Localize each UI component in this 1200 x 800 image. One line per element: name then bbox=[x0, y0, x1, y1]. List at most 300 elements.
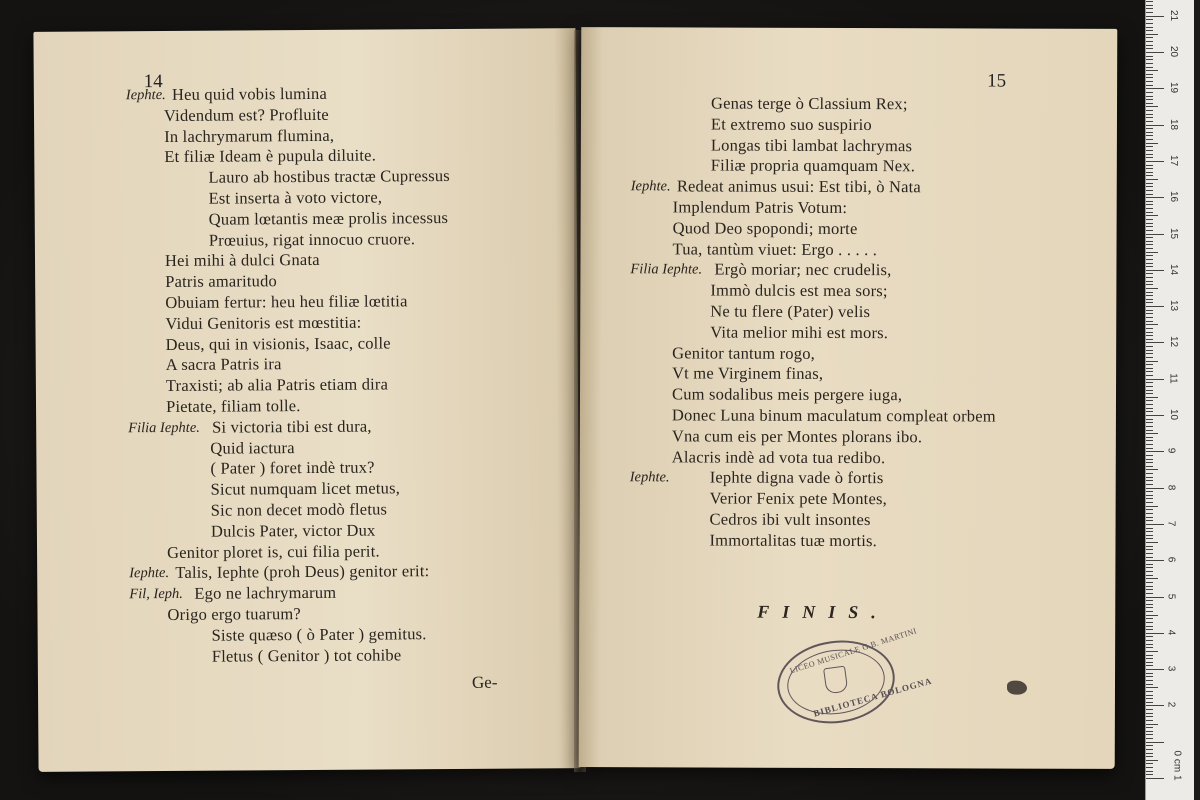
ruler-tick bbox=[1146, 397, 1158, 398]
ruler-tick bbox=[1146, 404, 1153, 405]
ruler-tick bbox=[1146, 277, 1153, 278]
ruler-tick bbox=[1146, 375, 1153, 376]
ruler-tick bbox=[1146, 346, 1153, 347]
ruler-tick bbox=[1146, 234, 1164, 235]
ruler-number: 18 bbox=[1168, 118, 1180, 130]
ruler-tick bbox=[1146, 455, 1153, 456]
verse-line: Longas tibi lambat lachrymas bbox=[710, 135, 913, 155]
ruler-tick bbox=[1146, 611, 1153, 612]
ruler-tick bbox=[1146, 622, 1153, 623]
ruler-tick bbox=[1146, 350, 1153, 351]
ruler-tick bbox=[1146, 633, 1164, 634]
ruler-tick bbox=[1146, 564, 1153, 565]
verse-line: Immortalitas tuæ mortis. bbox=[709, 530, 878, 550]
verse-line: Genitor ploret is, cui filia perit. bbox=[166, 541, 380, 562]
ruler-tick bbox=[1146, 310, 1153, 311]
ruler-tick bbox=[1146, 168, 1153, 169]
verse-line: Origo ergo tuarum? bbox=[167, 604, 301, 624]
ruler-tick bbox=[1146, 74, 1153, 75]
ruler-tick bbox=[1146, 204, 1153, 205]
verse-line: Videndum est? Profluite bbox=[163, 104, 329, 125]
ruler-tick bbox=[1146, 390, 1153, 391]
ruler-tick bbox=[1146, 114, 1153, 115]
ruler-tick bbox=[1146, 92, 1153, 93]
verse-line: Tua, tantùm viuet: Ergo . . . . . bbox=[672, 238, 878, 259]
ruler-tick bbox=[1146, 705, 1164, 706]
ruler-tick bbox=[1146, 586, 1153, 587]
ruler-tick bbox=[1146, 161, 1164, 162]
ruler-tick bbox=[1146, 546, 1153, 547]
ruler-tick bbox=[1146, 720, 1153, 721]
ruler-tick bbox=[1146, 528, 1153, 529]
ruler-tick bbox=[1146, 691, 1153, 692]
ruler-tick bbox=[1146, 629, 1153, 630]
ruler-tick bbox=[1146, 16, 1164, 17]
ruler-tick bbox=[1146, 651, 1158, 652]
ruler-tick bbox=[1146, 600, 1153, 601]
ruler-tick bbox=[1146, 767, 1153, 768]
ruler-tick bbox=[1146, 535, 1153, 536]
ruler-tick bbox=[1146, 121, 1153, 122]
ruler-tick bbox=[1146, 477, 1153, 478]
ruler-tick bbox=[1146, 125, 1164, 126]
page-number-right: 15 bbox=[987, 70, 1007, 92]
verse-line: Est inserta à voto victore, bbox=[208, 187, 383, 208]
ruler-tick bbox=[1146, 763, 1153, 764]
speaker-label: Iephte. bbox=[125, 86, 166, 104]
ruler-tick bbox=[1146, 430, 1153, 431]
ruler-tick bbox=[1146, 313, 1153, 314]
ruler-tick bbox=[1146, 426, 1153, 427]
ruler-tick bbox=[1146, 469, 1158, 470]
verse-line: Sic non decet modò fletus bbox=[210, 499, 388, 520]
ruler-tick bbox=[1146, 295, 1153, 296]
ruler-tick bbox=[1146, 230, 1153, 231]
ruler-tick bbox=[1146, 727, 1153, 728]
verse-line: Verior Fenix pete Montes, bbox=[709, 488, 887, 509]
ruler-tick bbox=[1146, 132, 1153, 133]
ruler-tick bbox=[1146, 745, 1153, 746]
ruler-tick bbox=[1146, 687, 1158, 688]
ruler-tick bbox=[1146, 342, 1164, 343]
ruler-tick bbox=[1146, 302, 1153, 303]
ruler-tick bbox=[1146, 165, 1153, 166]
ruler-tick bbox=[1146, 201, 1153, 202]
ruler-tick bbox=[1146, 724, 1158, 725]
ruler-tick bbox=[1146, 19, 1153, 20]
ruler-number: 20 bbox=[1168, 45, 1180, 58]
catchword: Ge- bbox=[471, 672, 498, 692]
verse-line: A sacra Patris ira bbox=[165, 354, 282, 375]
ruler-tick bbox=[1146, 154, 1153, 155]
library-stamp bbox=[772, 626, 934, 730]
verse-line: Genitor tantum rogo, bbox=[672, 342, 816, 363]
ruler-tick bbox=[1146, 306, 1164, 307]
ruler-tick bbox=[1146, 135, 1153, 136]
ruler-tick bbox=[1146, 742, 1164, 743]
verse-line: Immò dulcis est mea sors; bbox=[710, 280, 888, 301]
ruler-tick bbox=[1146, 640, 1153, 641]
ruler-tick bbox=[1146, 604, 1153, 605]
ruler-number: 2 bbox=[1165, 702, 1177, 708]
ruler-tick bbox=[1146, 560, 1164, 561]
ruler-tick bbox=[1146, 440, 1153, 441]
ruler-tick bbox=[1146, 270, 1164, 271]
ruler-tick bbox=[1146, 498, 1153, 499]
ruler-tick bbox=[1146, 393, 1153, 394]
ruler-tick bbox=[1146, 128, 1153, 129]
verse-line: Traxisti; ab alia Patris etiam dira bbox=[165, 374, 389, 396]
verse-line: Ergò moriar; nec crudelis, bbox=[714, 259, 892, 280]
ruler-tick bbox=[1146, 655, 1153, 656]
ruler-tick bbox=[1146, 259, 1153, 260]
ruler-number: 14 bbox=[1168, 263, 1180, 275]
ruler-tick bbox=[1146, 172, 1153, 173]
ruler-tick bbox=[1146, 1, 1153, 2]
ruler-tick bbox=[1146, 332, 1153, 333]
ruler-tick bbox=[1146, 379, 1164, 380]
ruler-tick bbox=[1146, 749, 1153, 750]
ruler-tick bbox=[1146, 339, 1153, 340]
ruler-tick bbox=[1146, 462, 1153, 463]
ruler-tick bbox=[1146, 459, 1153, 460]
ruler-tick bbox=[1146, 575, 1153, 576]
ruler-tick bbox=[1146, 557, 1153, 558]
ruler-tick bbox=[1146, 266, 1153, 267]
ruler-tick bbox=[1146, 538, 1153, 539]
ruler-tick bbox=[1146, 34, 1158, 35]
verse-line: Implendum Patris Votum: bbox=[672, 197, 848, 217]
ruler-tick bbox=[1146, 517, 1153, 518]
ruler-tick bbox=[1146, 371, 1153, 372]
ruler-number: 8 bbox=[1165, 484, 1177, 490]
verse-line: Prœuius, rigat innocuo cruore. bbox=[208, 228, 416, 250]
ruler-tick bbox=[1146, 488, 1164, 489]
ruler-tick bbox=[1146, 361, 1158, 362]
verse-line: Pietate, filiam tolle. bbox=[165, 396, 301, 416]
ruler-tick bbox=[1146, 241, 1153, 242]
ruler-tick bbox=[1146, 299, 1153, 300]
verse-line: Si victoria tibi est dura, bbox=[212, 416, 372, 437]
ruler-tick bbox=[1146, 760, 1158, 761]
ruler-tick bbox=[1146, 223, 1153, 224]
ruler-tick bbox=[1146, 709, 1153, 710]
ruler-tick bbox=[1146, 27, 1153, 28]
ruler-tick bbox=[1146, 215, 1158, 216]
verse-line: Cedros ibi vult insontes bbox=[709, 509, 871, 530]
ruler-tick bbox=[1146, 756, 1153, 757]
verse-line: Et filiæ Ideam è pupula diluite. bbox=[164, 145, 377, 167]
ruler-tick bbox=[1146, 607, 1153, 608]
ruler-tick bbox=[1146, 77, 1153, 78]
ruler-tick bbox=[1146, 99, 1153, 100]
ruler-tick bbox=[1146, 146, 1153, 147]
ruler-tick bbox=[1146, 549, 1153, 550]
ruler-tick bbox=[1146, 411, 1153, 412]
ruler-tick bbox=[1146, 175, 1153, 176]
verse-line: Sicut numquam licet metus, bbox=[210, 478, 401, 499]
ruler-tick bbox=[1146, 45, 1153, 46]
verse-line: Cum sodalibus meis pergere iuga, bbox=[671, 384, 903, 405]
ruler-tick bbox=[1146, 288, 1158, 289]
ruler-tick bbox=[1146, 237, 1153, 238]
ruler-tick bbox=[1146, 571, 1153, 572]
ruler-tick bbox=[1146, 183, 1153, 184]
ruler-tick bbox=[1146, 702, 1153, 703]
ruler-tick bbox=[1146, 698, 1153, 699]
verse-line: Ne tu flere (Pater) velis bbox=[710, 301, 871, 322]
ruler-tick bbox=[1146, 524, 1164, 525]
ruler-tick bbox=[1146, 88, 1164, 89]
ruler-tick bbox=[1146, 491, 1153, 492]
ruler-tick bbox=[1146, 190, 1153, 191]
verse-line: Vna cum eis per Montes plorans ibo. bbox=[671, 426, 923, 447]
ruler-tick bbox=[1146, 662, 1153, 663]
ruler-tick bbox=[1146, 665, 1153, 666]
ruler-tick bbox=[1146, 139, 1153, 140]
ruler-tick bbox=[1146, 143, 1158, 144]
ruler-tick bbox=[1146, 292, 1153, 293]
ruler-tick bbox=[1146, 117, 1153, 118]
ruler-tick bbox=[1146, 716, 1153, 717]
ruler-tick bbox=[1146, 626, 1153, 627]
ruler-tick bbox=[1146, 96, 1153, 97]
measurement-ruler bbox=[1145, 0, 1194, 800]
ruler-tick bbox=[1146, 85, 1153, 86]
ruler-tick bbox=[1146, 473, 1153, 474]
verse-line: Donec Luna binum maculatum compleat orbem bbox=[671, 405, 996, 426]
verse-line: Genas terge ò Classium Rex; bbox=[710, 93, 908, 114]
ruler-tick bbox=[1146, 778, 1164, 779]
speaker-label: Fil, Ieph. bbox=[129, 586, 183, 603]
ruler-tick bbox=[1146, 680, 1153, 681]
verse-line: In lachrymarum flumina, bbox=[164, 125, 335, 146]
left-page bbox=[33, 28, 580, 772]
verse-line: ( Pater ) foret indè trux? bbox=[210, 457, 375, 479]
ruler-tick bbox=[1146, 618, 1153, 619]
ruler-tick bbox=[1146, 273, 1153, 274]
ruler-tick bbox=[1146, 5, 1153, 6]
verse-line: Vita melior mihi est mors. bbox=[710, 322, 889, 342]
ruler-tick bbox=[1146, 324, 1158, 325]
verse-line: Fletus ( Genitor ) tot cohibe bbox=[211, 644, 402, 666]
ruler-tick bbox=[1146, 542, 1158, 543]
verse-line: Alacris indè ad vota tua redibo. bbox=[671, 446, 886, 467]
ruler-tick bbox=[1146, 513, 1153, 514]
ruler-number: 12 bbox=[1168, 336, 1180, 348]
verse-line: Iephte digna vade ò fortis bbox=[709, 467, 884, 488]
ruler-number: 6 bbox=[1165, 556, 1177, 563]
ruler-tick bbox=[1146, 658, 1153, 659]
ruler-number: 5 bbox=[1165, 593, 1177, 599]
ruler-tick bbox=[1146, 157, 1153, 158]
ruler-tick bbox=[1146, 37, 1153, 38]
ruler-tick bbox=[1146, 56, 1153, 57]
speaker-label: Filia Iephte. bbox=[630, 261, 703, 278]
page-number-left: 14 bbox=[143, 70, 163, 93]
ruler-tick bbox=[1146, 647, 1153, 648]
ruler-number: 7 bbox=[1165, 520, 1177, 527]
ruler-tick bbox=[1146, 582, 1153, 583]
ruler-tick bbox=[1146, 593, 1153, 594]
verse-line: Filiæ propria quamquam Nex. bbox=[710, 155, 916, 176]
verse-line: Ego ne lachrymarum bbox=[194, 582, 337, 603]
ruler-tick bbox=[1146, 353, 1153, 354]
ruler-tick bbox=[1146, 615, 1158, 616]
right-page bbox=[579, 27, 1118, 769]
speaker-label: Iephte. bbox=[630, 178, 671, 195]
verse-line: Quid iactura bbox=[210, 437, 295, 458]
ruler-tick bbox=[1146, 400, 1153, 401]
ruler-tick bbox=[1146, 484, 1153, 485]
ruler-tick bbox=[1146, 30, 1153, 31]
verse-line: Talis, Iephte (proh Deus) genitor erit: bbox=[175, 561, 430, 583]
ruler-tick bbox=[1146, 328, 1153, 329]
ruler-number: 16 bbox=[1168, 191, 1180, 203]
ruler-tick bbox=[1146, 252, 1158, 253]
ruler-tick bbox=[1146, 357, 1153, 358]
ruler-tick bbox=[1146, 695, 1153, 696]
ruler-tick bbox=[1146, 255, 1153, 256]
ruler-tick bbox=[1146, 284, 1153, 285]
ruler-tick bbox=[1146, 248, 1153, 249]
ruler-tick bbox=[1146, 553, 1153, 554]
ruler-tick bbox=[1146, 738, 1153, 739]
ruler-tick bbox=[1146, 70, 1158, 71]
verse-line: Deus, qui in visionis, Isaac, colle bbox=[165, 333, 391, 354]
ruler-tick bbox=[1146, 52, 1164, 53]
finis-label: FINIS. bbox=[757, 601, 889, 623]
ruler-tick bbox=[1146, 321, 1153, 322]
verse-line: Siste quæso ( ò Pater ) gemitus. bbox=[211, 623, 427, 645]
ruler-tick bbox=[1146, 509, 1153, 510]
verse-line: Redeat animus usui: Est tibi, ò Nata bbox=[676, 176, 921, 197]
ruler-tick bbox=[1146, 480, 1153, 481]
stamp-top-text: LICEO MUSICALE G.B. MARTINI bbox=[788, 626, 918, 676]
verse-line: Quam lœtantis meæ prolis incessus bbox=[208, 207, 449, 229]
ruler-tick bbox=[1146, 386, 1153, 387]
ruler-tick bbox=[1146, 103, 1153, 104]
ruler-tick bbox=[1146, 451, 1164, 452]
ruler-number: 19 bbox=[1168, 82, 1180, 94]
ruler-number: 21 bbox=[1168, 9, 1180, 21]
ruler-tick bbox=[1146, 219, 1153, 220]
ruler-tick bbox=[1146, 59, 1153, 60]
ruler-tick bbox=[1146, 12, 1153, 13]
ruler-tick bbox=[1146, 63, 1153, 64]
ruler-tick bbox=[1146, 48, 1153, 49]
ruler-tick bbox=[1146, 244, 1153, 245]
ruler-number: 11 bbox=[1167, 372, 1179, 384]
ruler-tick bbox=[1146, 771, 1153, 772]
ruler-tick bbox=[1146, 212, 1153, 213]
ruler-tick bbox=[1146, 67, 1153, 68]
ruler-tick bbox=[1146, 578, 1158, 579]
ruler-tick bbox=[1146, 734, 1153, 735]
ruler-tick bbox=[1146, 23, 1153, 24]
ink-blot bbox=[1007, 681, 1027, 695]
speaker-label: Iephte. bbox=[129, 565, 170, 582]
stamp-bottom-text: BIBLIOTECA BOLOGNA bbox=[812, 675, 934, 719]
ruler-tick bbox=[1146, 368, 1153, 369]
ruler-tick bbox=[1146, 589, 1153, 590]
ruler-number: 13 bbox=[1168, 300, 1180, 312]
ruler-tick bbox=[1146, 520, 1153, 521]
ruler-tick bbox=[1146, 731, 1153, 732]
verse-line: Quod Deo spopondi; morte bbox=[672, 218, 858, 238]
ruler-tick bbox=[1146, 684, 1153, 685]
ruler-number: 17 bbox=[1168, 154, 1180, 166]
ruler-tick bbox=[1146, 281, 1153, 282]
verse-line: Hei mihi à dulci Gnata bbox=[164, 250, 320, 271]
ruler-tick bbox=[1146, 673, 1153, 674]
ruler-number: 10 bbox=[1168, 408, 1180, 421]
verse-line: Patris amaritudo bbox=[165, 271, 278, 292]
ruler-tick bbox=[1146, 408, 1153, 409]
ruler-tick bbox=[1146, 194, 1153, 195]
ruler-tick bbox=[1146, 110, 1153, 111]
verse-line: Vidui Genitoris est mœstitia: bbox=[165, 312, 362, 333]
speaker-label: Iephte. bbox=[629, 469, 670, 486]
ruler-tick bbox=[1146, 208, 1153, 209]
ruler-tick bbox=[1146, 226, 1153, 227]
ruler-tick bbox=[1146, 676, 1153, 677]
ruler-tick bbox=[1146, 444, 1153, 445]
ruler-tick bbox=[1146, 106, 1158, 107]
ruler-tick bbox=[1146, 81, 1153, 82]
ruler-tick bbox=[1146, 422, 1153, 423]
ruler-tick bbox=[1146, 567, 1153, 568]
verse-line: Vt me Virginem finas, bbox=[672, 363, 824, 384]
ruler-tick bbox=[1146, 636, 1153, 637]
ruler-tick bbox=[1146, 774, 1153, 775]
ruler-number: 9 bbox=[1165, 448, 1177, 454]
ruler-tick bbox=[1146, 197, 1164, 198]
ruler-number: 3 bbox=[1165, 665, 1177, 672]
verse-line: Heu quid vobis lumina bbox=[171, 83, 328, 104]
ruler-tick bbox=[1146, 448, 1153, 449]
ruler-tick bbox=[1146, 495, 1153, 496]
ruler-tick bbox=[1146, 41, 1153, 42]
ruler-number: 15 bbox=[1168, 227, 1180, 239]
verse-line: Lauro ab hostibus tractæ Cupressus bbox=[208, 166, 450, 187]
ruler-tick bbox=[1146, 263, 1153, 264]
ruler-tick bbox=[1146, 597, 1164, 598]
ruler-tick bbox=[1146, 531, 1153, 532]
ruler-tick bbox=[1146, 382, 1153, 383]
ruler-tick bbox=[1146, 335, 1153, 336]
ruler-tick bbox=[1146, 150, 1153, 151]
ruler-tick bbox=[1146, 186, 1153, 187]
speaker-label: Filia Iephte. bbox=[128, 419, 200, 437]
ruler-tick bbox=[1146, 419, 1153, 420]
ruler-unit-label: 0 cm 1 bbox=[1171, 750, 1183, 781]
ruler-tick bbox=[1146, 506, 1158, 507]
ruler-tick bbox=[1146, 317, 1153, 318]
ruler-tick bbox=[1146, 502, 1153, 503]
ruler-tick bbox=[1146, 753, 1153, 754]
verse-line: Dulcis Pater, victor Dux bbox=[210, 520, 376, 541]
ruler-tick bbox=[1146, 437, 1153, 438]
ruler-tick bbox=[1146, 466, 1153, 467]
ruler-tick bbox=[1146, 364, 1153, 365]
ruler-number: 4 bbox=[1165, 629, 1177, 636]
verse-line: Obuiam fertur: heu heu filiæ lœtitia bbox=[165, 291, 408, 312]
ruler-tick bbox=[1146, 179, 1158, 180]
ruler-tick bbox=[1146, 669, 1164, 670]
ruler-tick bbox=[1146, 713, 1153, 714]
ruler-tick bbox=[1146, 8, 1153, 9]
